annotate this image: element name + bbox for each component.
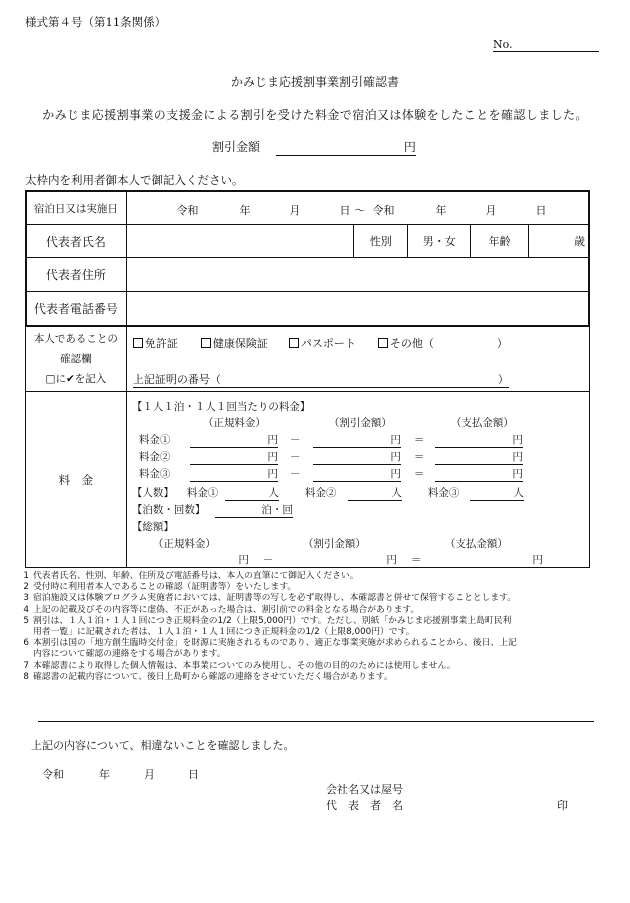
checkbox-insurance[interactable] bbox=[201, 335, 268, 351]
fee-line-2 bbox=[139, 449, 171, 464]
note-text: 受付時に利用者本人であることの確認（証明書等）をいたします。 bbox=[33, 582, 297, 593]
fee-item-label: 料金① bbox=[138, 433, 171, 446]
note-text: 宿泊施設又は体験プログラム実施者においては、証明書等の写しを必ず取得し、本確認書と併せて保管することとします。 bbox=[33, 593, 517, 604]
age-field[interactable] bbox=[529, 225, 590, 258]
month-label: 月 bbox=[289, 203, 301, 217]
minus-sign: － bbox=[262, 553, 274, 566]
checkbox-label: パスポート bbox=[300, 336, 356, 350]
note-text: 割引は、１人１泊・１人１回につき正規料金の1/2（上限5,000円）です。ただし、別紙「かみじま応援割事業上島町民利 bbox=[33, 615, 512, 626]
col-discount-header: （割引金額） bbox=[328, 416, 392, 429]
col-regular-header: （正規料金） bbox=[202, 416, 266, 429]
note-number: 4 bbox=[23, 604, 29, 615]
id-label-line3: □に✔を記入 bbox=[45, 372, 107, 385]
total-regular-field[interactable] bbox=[141, 552, 249, 568]
representative-label: 代 表 者 名 bbox=[326, 799, 403, 812]
person-unit: 人 bbox=[513, 486, 524, 499]
col-payment-header: （支払金額） bbox=[450, 416, 514, 429]
fee-section-heading: 【１人１泊・１人１回当たりの料金】 bbox=[131, 400, 311, 413]
note-text: 内容について確認の連絡をする場合があります。 bbox=[33, 649, 226, 660]
id-number-field[interactable] bbox=[133, 371, 509, 388]
date-field[interactable] bbox=[126, 192, 589, 225]
people-heading: 【人数】 bbox=[131, 486, 174, 499]
fee-line-3 bbox=[139, 466, 171, 481]
checkbox-label: その他（ bbox=[389, 336, 434, 350]
discount-amount-label: 割引金額 bbox=[212, 140, 261, 154]
checkbox-license[interactable] bbox=[133, 335, 178, 351]
notes-list bbox=[23, 571, 517, 683]
yen-unit: 円 bbox=[386, 553, 397, 566]
fee-field bbox=[126, 392, 589, 568]
fee-item-label: 料金② bbox=[138, 450, 171, 463]
address-label: 代表者住所 bbox=[26, 258, 127, 292]
id-check-row bbox=[26, 326, 590, 392]
footer-day: 日 bbox=[188, 768, 199, 781]
seal-mark: 印 bbox=[557, 799, 568, 812]
fill-instruction: 太枠内を利用者御本人で御記入ください。 bbox=[25, 173, 244, 187]
minus-sign: － bbox=[289, 467, 301, 480]
number-label: No. bbox=[493, 38, 513, 51]
payment-2-field[interactable] bbox=[435, 449, 523, 465]
intro-text: かみじま応援割事業の支援金による割引を受けた料金で宿泊又は体験をしたことを確認しました。 bbox=[42, 108, 588, 122]
note-5-cont bbox=[33, 627, 517, 638]
sex-options: 男・女 bbox=[422, 235, 456, 248]
regular-fee-3-field[interactable] bbox=[190, 466, 278, 482]
era-label-end: 令和 bbox=[372, 203, 395, 217]
note-6-cont bbox=[33, 649, 517, 660]
nights-field[interactable] bbox=[215, 502, 293, 518]
checkbox-passport[interactable] bbox=[289, 335, 356, 351]
date-label: 宿泊日又は実施日 bbox=[26, 192, 127, 225]
note-7 bbox=[23, 660, 517, 672]
day-label: 日 bbox=[339, 203, 351, 217]
confirm-statement: 上記の内容について、相違ないことを確認しました。 bbox=[31, 739, 295, 752]
confirmation-table bbox=[25, 191, 590, 568]
era-label: 令和 bbox=[176, 203, 199, 217]
divider bbox=[38, 721, 594, 722]
footer-month: 月 bbox=[144, 768, 155, 781]
people-fee-1-label: 料金① bbox=[186, 486, 219, 499]
people-fee-3-label: 料金③ bbox=[427, 486, 460, 499]
yen-unit: 円 bbox=[267, 467, 278, 480]
page-title: かみじま応援割事業割引確認書 bbox=[230, 75, 399, 89]
checkbox-box bbox=[201, 338, 211, 348]
note-text: 代表者氏名、性別、年齢、住所及び電話番号は、本人の直筆にて御記入ください。 bbox=[33, 571, 359, 581]
note-number: 1 bbox=[23, 571, 29, 581]
fee-item-label: 料金③ bbox=[138, 467, 171, 480]
note-text: 確認書の記載内容について、後日上島町から確認の連絡をさせていただく場合があります。 bbox=[33, 671, 393, 682]
note-number: 2 bbox=[23, 582, 29, 593]
sex-label: 性別 bbox=[354, 225, 408, 258]
total-payment-header: （支払金額） bbox=[444, 537, 508, 550]
discount-2-field[interactable] bbox=[313, 449, 401, 465]
note-1 bbox=[23, 571, 517, 582]
note-number: 7 bbox=[23, 660, 29, 671]
people-2-field[interactable] bbox=[348, 485, 402, 501]
checkbox-other[interactable] bbox=[378, 335, 434, 351]
yen-unit: 円 bbox=[390, 450, 401, 463]
yen-unit: 円 bbox=[390, 433, 401, 446]
fee-line-1 bbox=[139, 432, 171, 447]
checkbox-box bbox=[289, 338, 299, 348]
regular-fee-2-field[interactable] bbox=[190, 449, 278, 465]
note-text: 用者一覧」に記載された者は、１人１泊・１人１回につき正規料金の1/2（上限8,000円）です。 bbox=[33, 627, 415, 638]
year-label: 年 bbox=[239, 203, 251, 217]
name-row bbox=[26, 225, 590, 258]
note-8 bbox=[23, 671, 517, 683]
company-name-label: 会社名又は屋号 bbox=[326, 783, 403, 796]
note-text: 本確認書により取得した個人情報は、本事業についてのみ使用し、その他の目的のためには使用しません。 bbox=[33, 660, 456, 671]
checkbox-label: 免許証 bbox=[144, 336, 178, 350]
address-field[interactable] bbox=[126, 258, 589, 292]
other-close-paren: ） bbox=[496, 336, 508, 350]
nights-unit: 泊・回 bbox=[261, 503, 293, 516]
yen-unit: 円 bbox=[390, 467, 401, 480]
person-unit: 人 bbox=[391, 486, 402, 499]
id-check-label bbox=[26, 326, 127, 392]
note-text: 上記の記載及びその内容等に虚偽、不正があった場合は、割引前での料金となる場合があります。 bbox=[33, 604, 420, 615]
minus-sign: － bbox=[289, 450, 301, 463]
note-number: 6 bbox=[23, 638, 29, 649]
note-number: 5 bbox=[23, 615, 29, 626]
note-2 bbox=[23, 582, 517, 593]
minus-sign: － bbox=[289, 433, 301, 446]
yen-unit: 円 bbox=[403, 140, 416, 154]
equals-sign: ＝ bbox=[413, 433, 425, 446]
yen-unit: 円 bbox=[512, 450, 523, 463]
note-number: 3 bbox=[23, 593, 29, 604]
range-tilde: 〜 bbox=[354, 203, 366, 217]
footer-era: 令和 bbox=[42, 768, 64, 781]
checkbox-label: 健康保険証 bbox=[212, 336, 268, 350]
id-check-field bbox=[126, 326, 589, 392]
checkbox-box bbox=[378, 338, 388, 348]
yen-unit: 円 bbox=[512, 433, 523, 446]
equals-sign: ＝ bbox=[413, 450, 425, 463]
id-number-label: 上記証明の番号（ bbox=[132, 372, 221, 386]
people-1-field[interactable] bbox=[225, 485, 279, 501]
people-3-field[interactable] bbox=[470, 485, 524, 501]
yen-unit: 円 bbox=[512, 467, 523, 480]
age-label: 年齢 bbox=[471, 225, 529, 258]
checkbox-box bbox=[133, 338, 143, 348]
yen-unit: 円 bbox=[532, 553, 543, 566]
payment-3-field[interactable] bbox=[435, 466, 523, 482]
note-5 bbox=[23, 615, 517, 627]
total-regular-header: （正規料金） bbox=[152, 537, 216, 550]
total-heading: 【総額】 bbox=[131, 520, 174, 533]
name-label: 代表者氏名 bbox=[26, 225, 127, 258]
yen-unit: 円 bbox=[267, 450, 278, 463]
discount-1-field[interactable] bbox=[313, 432, 401, 448]
total-discount-field[interactable] bbox=[285, 552, 397, 568]
note-text: 本割引は国の「地方創生臨時交付金」を財源に実施されるものであり、適正な事業実施が求められることから、後日、上記 bbox=[33, 638, 517, 649]
yen-unit: 円 bbox=[267, 433, 278, 446]
id-label-line1: 本人であることの bbox=[33, 332, 118, 345]
age-unit: 歳 bbox=[574, 235, 585, 248]
note-number: 8 bbox=[23, 671, 29, 682]
month-label-end: 月 bbox=[485, 203, 497, 217]
id-number-close: ） bbox=[497, 372, 509, 386]
people-fee-2-label: 料金② bbox=[304, 486, 337, 499]
document-number-field[interactable] bbox=[493, 38, 599, 52]
day-label-end: 日 bbox=[535, 203, 547, 217]
person-unit: 人 bbox=[268, 486, 279, 499]
total-payment-field[interactable] bbox=[433, 552, 543, 568]
fee-row bbox=[26, 392, 590, 568]
discount-3-field[interactable] bbox=[313, 466, 401, 482]
name-field[interactable] bbox=[126, 225, 354, 258]
phone-label: 代表者電話番号 bbox=[26, 292, 127, 326]
year-label-end: 年 bbox=[435, 203, 447, 217]
sex-field[interactable] bbox=[408, 225, 471, 258]
total-discount-header: （割引金額） bbox=[302, 537, 366, 550]
equals-sign: ＝ bbox=[413, 467, 425, 480]
phone-field[interactable] bbox=[126, 292, 589, 326]
note-4 bbox=[23, 604, 517, 616]
phone-row bbox=[26, 292, 590, 326]
footer-year: 年 bbox=[99, 768, 110, 781]
equals-sign: ＝ bbox=[410, 553, 422, 566]
yen-unit: 円 bbox=[238, 553, 249, 566]
discount-amount-row bbox=[212, 138, 416, 156]
address-row bbox=[26, 258, 590, 292]
nights-heading: 【泊数・回数】 bbox=[131, 503, 206, 516]
form-number: 様式第４号（第11条関係） bbox=[25, 15, 167, 29]
id-label-line2: 確認欄 bbox=[60, 352, 92, 365]
note-3 bbox=[23, 593, 517, 604]
discount-amount-field[interactable] bbox=[276, 138, 416, 156]
fee-label: 料 金 bbox=[26, 392, 127, 568]
date-row bbox=[26, 192, 590, 225]
note-6 bbox=[23, 638, 517, 649]
regular-fee-1-field[interactable] bbox=[190, 432, 278, 448]
payment-1-field[interactable] bbox=[435, 432, 523, 448]
